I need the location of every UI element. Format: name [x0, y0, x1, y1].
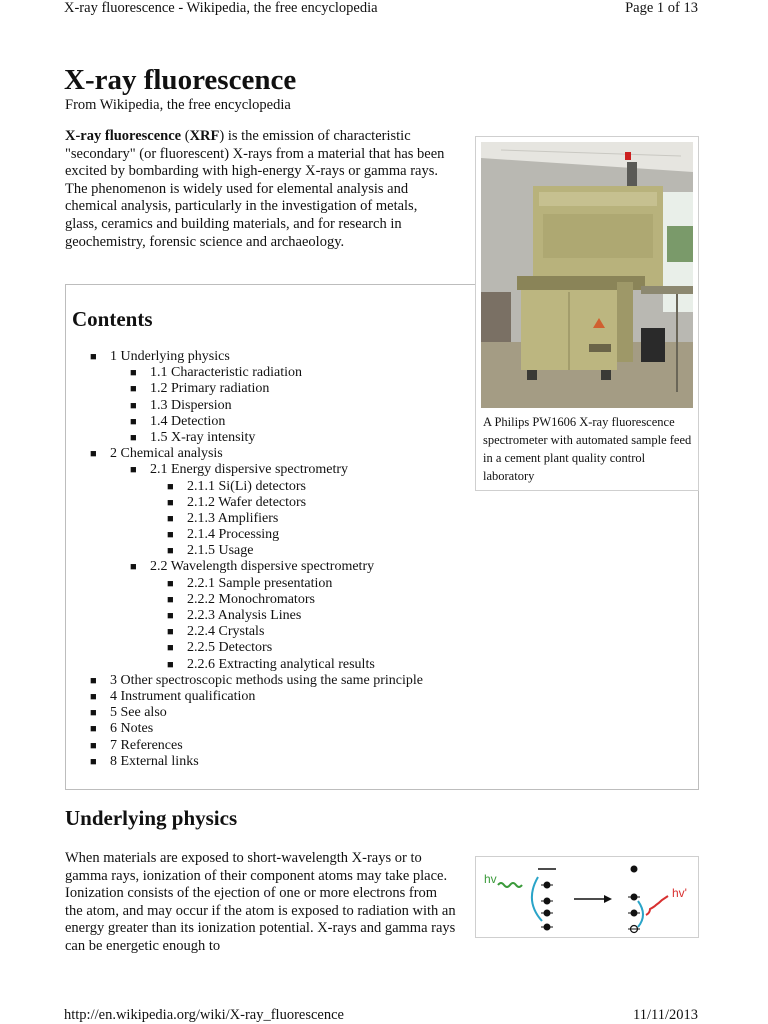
ionization-diagram [475, 856, 699, 938]
toc-bullet: ■ [167, 480, 174, 493]
toc-link[interactable]: 3 Other spectroscopic methods using the same principle [110, 672, 423, 688]
toc-bullet: ■ [130, 464, 137, 477]
toc-link[interactable]: 7 References [110, 737, 183, 753]
toc-link[interactable]: 1 Underlying physics [110, 349, 230, 364]
incoming-photon-wave [498, 883, 522, 887]
footer-date: 11/11/2013 [633, 1007, 698, 1023]
intro-abbr: XRF [189, 128, 220, 144]
toc-link[interactable]: 1.5 X-ray intensity [150, 429, 256, 445]
toc-link[interactable]: 2.1.3 Amplifiers [187, 510, 279, 526]
page-number: Page 1 of 13 [625, 0, 698, 16]
intro-open-paren: ( [181, 128, 190, 144]
toc-link[interactable]: 8 External links [110, 753, 199, 769]
toc-link[interactable]: 2.2.4 Crystals [187, 624, 265, 640]
toc-link[interactable]: 5 See also [110, 705, 167, 721]
transition-arrow [638, 901, 643, 927]
toc-bullet: ■ [167, 610, 174, 622]
electron [631, 866, 638, 873]
toc-bullet: ■ [130, 367, 137, 380]
toc-bullet: ■ [167, 642, 174, 655]
toc-bullet: ■ [130, 561, 137, 574]
toc-link[interactable]: 2.2.6 Extracting analytical results [187, 656, 375, 672]
toc-link[interactable]: 2 Chemical analysis [110, 446, 223, 462]
toc-link[interactable]: 6 Notes [110, 721, 154, 737]
article-subtitle: From Wikipedia, the free encyclopedia [65, 97, 291, 113]
toc-link[interactable]: 1.2 Primary radiation [150, 381, 270, 397]
toc-bullet: ■ [90, 351, 97, 363]
toc-link[interactable]: 1.3 Dispersion [150, 397, 232, 413]
toc-link[interactable]: 2.1.5 Usage [187, 543, 254, 559]
toc-bullet: ■ [130, 431, 137, 444]
toc-link[interactable]: 1.4 Detection [150, 413, 226, 429]
infobox [475, 136, 699, 491]
toc-bullet: ■ [90, 674, 97, 687]
toc-link[interactable]: 2.2 Wavelength dispersive spectrometry [150, 559, 375, 575]
outgoing-photon-label: hv' [672, 886, 687, 900]
image-caption: A Philips PW1606 X-ray fluorescence spectrometer with automated sample feed in a cement plant quality control laboratory [483, 415, 692, 483]
toc-bullet: ■ [167, 626, 174, 639]
article-title: X-ray fluorescence [64, 64, 297, 96]
toc-bullet: ■ [130, 399, 137, 412]
toc-bullet: ■ [90, 690, 97, 703]
print-header-title: X-ray fluorescence - Wikipedia, the free encyclopedia [64, 0, 378, 16]
toc-title: Contents [72, 307, 153, 331]
toc-link[interactable]: 1.1 Characteristic radiation [150, 365, 302, 381]
incoming-photon-label: hv [484, 872, 497, 886]
toc-link[interactable]: 2.1.1 Si(Li) detectors [187, 478, 306, 494]
footer-url: http://en.wikipedia.org/wiki/X-ray_fluorescence [64, 1007, 344, 1023]
toc-bullet: ■ [167, 496, 174, 509]
toc-bullet: ■ [130, 415, 137, 428]
intro-paragraph [65, 128, 445, 251]
toc-bullet: ■ [90, 707, 97, 720]
intro-term: X-ray fluorescence [65, 128, 182, 144]
toc-bullet: ■ [167, 512, 174, 525]
spectrometer-photo [481, 142, 693, 408]
outgoing-photon-wave [646, 896, 668, 915]
toc-link[interactable]: 2.2.3 Analysis Lines [187, 608, 302, 623]
intro-text: ) is the emission of characteristic "secondary" (or fluorescent) X-rays from a material that has been excited by bombarding with high-energy X-rays or gamma rays. The phenomenon is widely used for elemental analysis and chemical analysis, particularly in the investigation of metals, glass, ceramics and building materials, and for research in geochemistry, forensic science and archaeology. [65, 128, 445, 250]
toc-link[interactable]: 2.1.4 Processing [187, 527, 280, 543]
toc-bullet: ■ [167, 529, 174, 542]
toc-link[interactable]: 2.2.5 Detectors [187, 640, 273, 656]
toc-link[interactable]: 2.1.2 Wafer detectors [187, 494, 307, 510]
ejection-arrow [532, 877, 542, 921]
toc-bullet: ■ [90, 448, 97, 461]
toc-bullet: ■ [90, 739, 97, 752]
toc-bullet: ■ [90, 723, 97, 736]
section-heading: Underlying physics [65, 806, 238, 830]
toc-bullet: ■ [167, 545, 174, 558]
toc-link[interactable]: 4 Instrument qualification [110, 688, 256, 704]
toc-bullet: ■ [167, 593, 174, 606]
section-paragraph: When materials are exposed to short-wavelength X-rays or to gamma rays, ionization of their component atoms may take place. Ionization consists of the ejection of one or more electrons from the atom, and may occur if the atom is exposed to radiation with an energy greater than its ionization potential. X-rays and gamma rays can be energetic enough to [65, 850, 456, 954]
toc-link[interactable]: 2.2.2 Monochromators [187, 591, 315, 607]
toc-bullet: ■ [130, 383, 137, 396]
toc-bullet: ■ [90, 755, 97, 768]
toc-bullet: ■ [167, 658, 174, 671]
toc-bullet: ■ [167, 577, 174, 590]
toc-link[interactable]: 2.1 Energy dispersive spectrometry [150, 462, 349, 478]
toc-link[interactable]: 2.2.1 Sample presentation [187, 575, 333, 591]
